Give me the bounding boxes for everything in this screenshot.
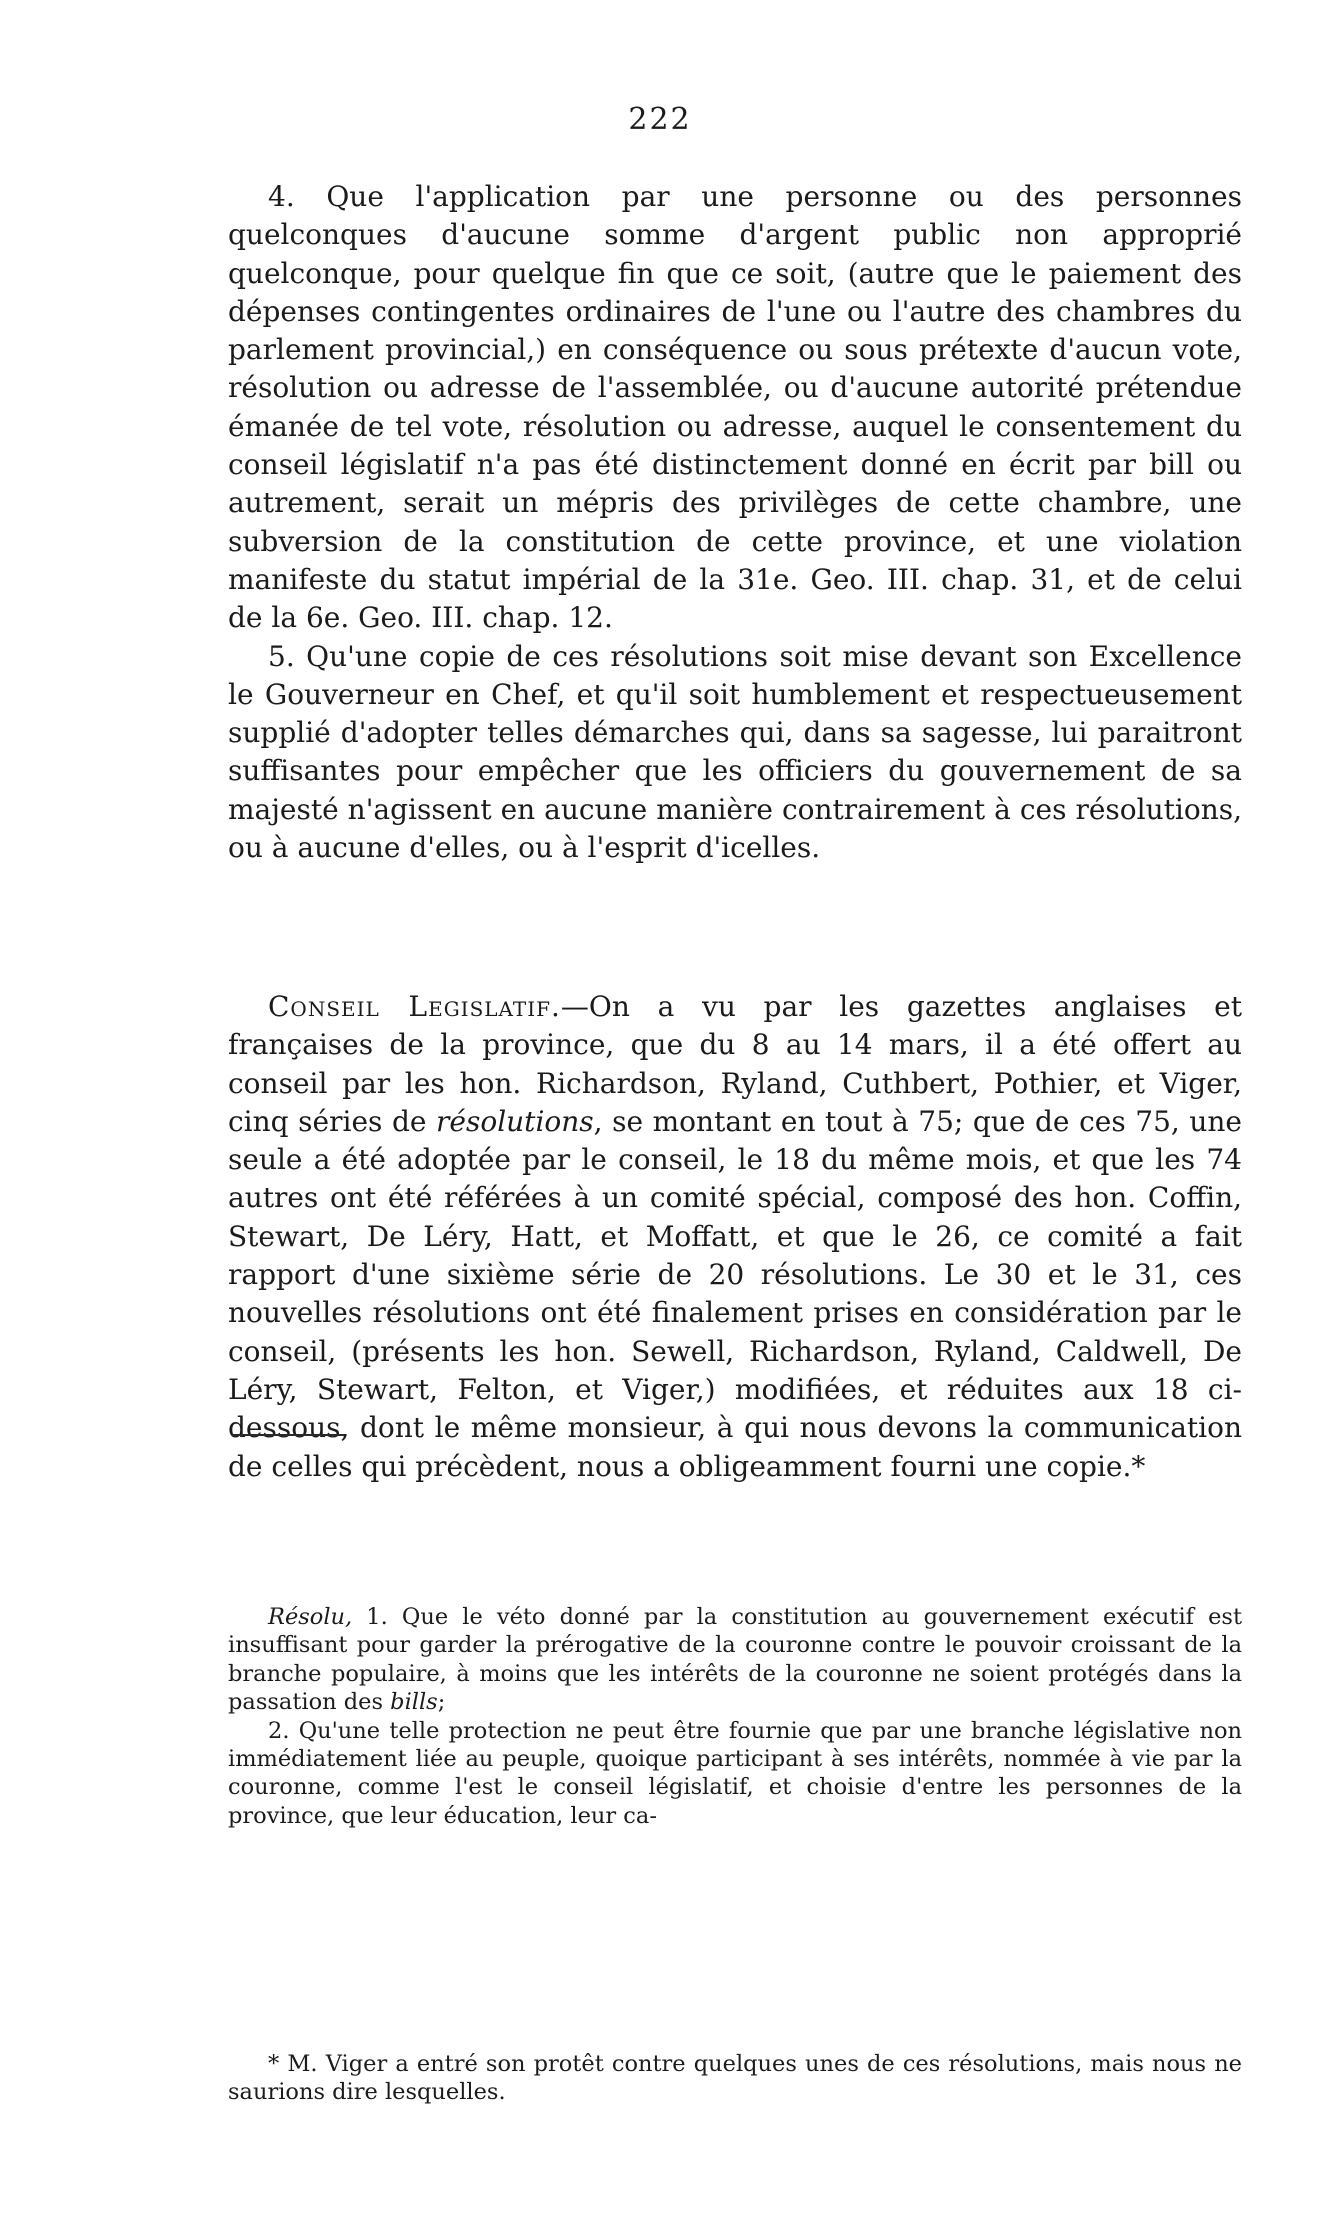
resolution-1-text-part-1: 1. Que le véto donné par la constitution au gouvernement exécutif est insuffisant pour garder la prérogative de la couronne contre le pouvoir croissant de la branche populaire, à moins que les intérêts de la couronne ne soient protégés dans la passation des xyxy=(228,1604,1242,1716)
paragraph-item-4: 4. Que l'application par une personne ou des personnes quelconques d'aucune somme d'argent public non approprié quelconque, pour quelque fin que ce soit, (autre que le paiement des dépenses contingentes ordinaires de l'une ou l'autre des chambres du parlement provincial,) en conséquence ou sous prétexte d'aucun vote, résolution ou adresse de l'assemblée, ou d'aucune autorité prétendue émanée de tel vote, résolution ou adresse, auquel le consentement du conseil législatif n'a pas été distinctement donné en écrit par bill ou autrement, serait un mépris des privilèges de cette chambre, une subversion de la constitution de cette province, et une violation manifeste du statut impérial de la 31e. Geo. III. chap. 31, et de celui de la 6e. Geo. III. chap. 12. xyxy=(228,180,1242,635)
conseil-emphasis: résolutions xyxy=(436,1104,594,1138)
section-heading: Conseil Legislatif. xyxy=(268,990,561,1023)
resolution-1-emphasis: bills xyxy=(390,1689,438,1716)
footnote-section xyxy=(228,2050,1242,2107)
resolutions-section xyxy=(228,1603,1242,1830)
resolution-2: 2. Qu'une telle protection ne peut être fournie que par une branche législative non immédiatement liée au peuple, quoique participant à ses intérêts, nommée à vie par la couronne, comme l'est le conseil législatif, et choisie d'entre les personnes de la province, que leur éducation, leur ca- xyxy=(228,1717,1242,1829)
resolution-1-text-part-2: ; xyxy=(437,1689,446,1716)
conseil-section xyxy=(228,988,1242,1486)
resolution-1 xyxy=(228,1603,1242,1717)
paragraph-conseil-legislatif xyxy=(228,988,1242,1486)
paragraph-item-5: 5. Qu'une copie de ces résolutions soit mise devant son Excellence le Gouverneur en Chef, et qu'il soit humblement et respectueusement supplié d'adopter telles démarches qui, dans sa sagesse, lui paraitront suffisantes pour empêcher que les officiers du gouvernement de sa majesté n'agissent en aucune manière contrairement à ces résolutions, ou à aucune d'elles, ou à l'esprit d'icelles. xyxy=(228,639,1242,865)
conseil-text-part-2: , se montant en tout à 75; que de ces 75, une seule a été adoptée par le conseil, le 18 du même mois, et que les 74 autres ont été référées à un comité spécial, composé des hon. Coffin, Stewart, De Léry, Hatt, et Moffatt, et que le 26, ce comité a fait rapport d'une sixième série de 20 résolutions. Le 30 et le 31, ces nouvelles résolutions ont été finalement prises en considération par le conseil, (présents les hon. Sewell, Richardson, Ryland, Caldwell, De Léry, Stewart, Felton, et Viger,) modifiées, et réduites aux 18 ci-dessous, dont le même monsieur, à qui nous devons la communication de celles qui précèdent, nous a obligeamment fourni une copie.* xyxy=(228,1104,1242,1483)
footnote: * M. Viger a entré son protêt contre quelques unes de ces résolutions, mais nous ne saurions dire lesquelles. xyxy=(228,2051,1242,2106)
resolu-label: Résolu, xyxy=(268,1604,353,1630)
page-number: 222 xyxy=(628,102,692,137)
footnote-divider xyxy=(232,1434,344,1436)
main-text xyxy=(228,178,1242,867)
conseil-text-part-1: —On a vu par les gazettes anglaises et françaises de la province, que du 8 au 14 mars, il a été offert au conseil par les hon. Richardson, Ryland, Cuthbert, Pothier, et Viger, cinq séries de xyxy=(228,990,1242,1138)
